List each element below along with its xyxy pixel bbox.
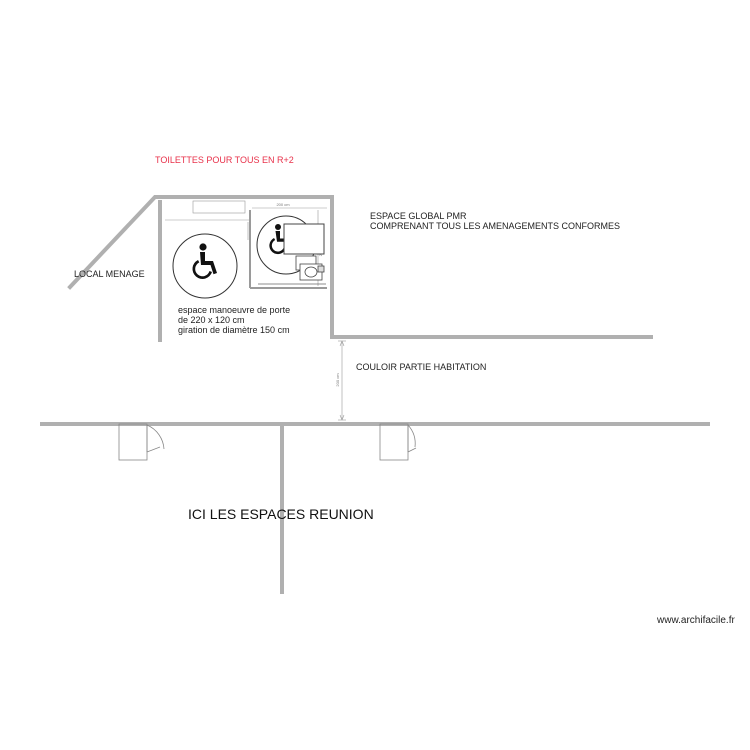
toilet-icon — [284, 224, 324, 254]
label-manoeuvre-line3: giration de diamètre 150 cm — [178, 324, 290, 335]
label-manoeuvre-line1: espace manoeuvre de porte — [178, 305, 291, 315]
wheelchair-icon — [192, 243, 217, 279]
door-icon — [119, 424, 164, 460]
dim-label-toilet-width: 200 cm — [276, 202, 290, 207]
label-couloir: COULOIR PARTIE HABITATION — [356, 362, 487, 372]
label-espace-global-line1: ESPACE GLOBAL PMR — [370, 211, 467, 221]
label-manoeuvre-line2: de 220 x 120 cm — [178, 314, 245, 325]
door-frame — [193, 201, 245, 213]
label-espace-global — [370, 212, 620, 232]
watermark-link[interactable]: www.archifacile.fr — [657, 615, 735, 626]
label-manoeuvre — [178, 306, 290, 336]
label-local-menage: LOCAL MENAGE — [74, 269, 145, 279]
label-reunion: ICI LES ESPACES REUNION — [188, 506, 374, 522]
plan-title: TOILETTES POUR TOUS EN R+2 — [155, 155, 294, 165]
sink-icon — [300, 264, 324, 280]
turning-circle-main — [173, 234, 237, 298]
door-icon — [380, 424, 416, 460]
label-espace-global-line2: COMPRENANT TOUS LES AMENAGEMENTS CONFORMES — [370, 220, 621, 231]
dim-label-corridor: 200 cm — [335, 373, 340, 387]
